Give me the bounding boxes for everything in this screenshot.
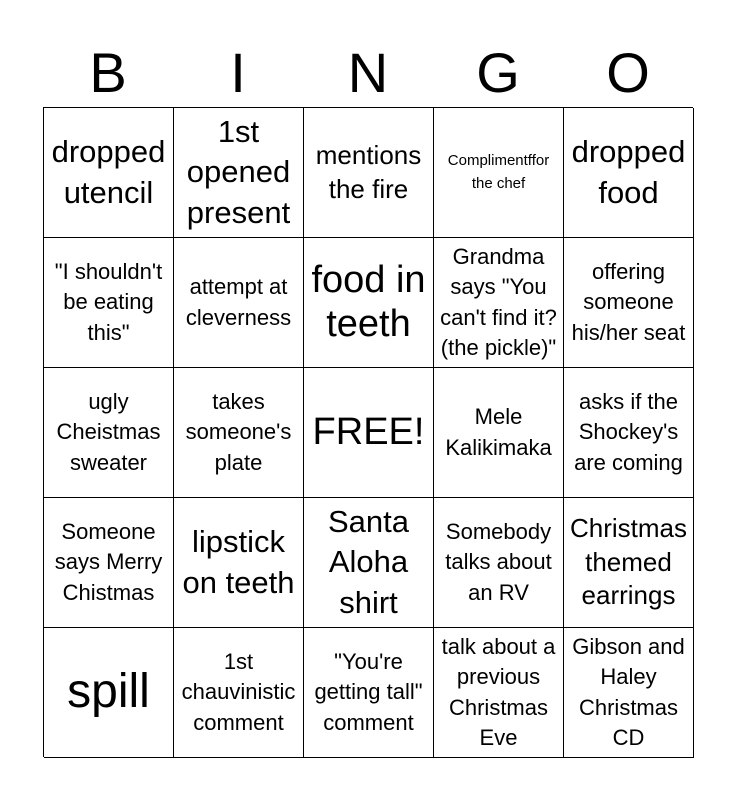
- bingo-cell-o4[interactable]: Christmas themed earrings: [564, 498, 694, 628]
- header-letter-o: O: [606, 41, 650, 104]
- bingo-cell-i2[interactable]: attempt at cleverness: [174, 238, 304, 368]
- bingo-cell-o1[interactable]: dropped food: [564, 108, 694, 238]
- header-letter-n: N: [347, 41, 389, 104]
- bingo-cell-n2[interactable]: food in teeth: [304, 238, 434, 368]
- bingo-cell-b5[interactable]: spill: [44, 628, 174, 758]
- bingo-cell-g2[interactable]: Grandma says "You can't find it? (the pickle)": [434, 238, 564, 368]
- bingo-cell-b1[interactable]: dropped utencil: [44, 108, 174, 238]
- header-letter-g: G: [476, 41, 520, 104]
- bingo-cell-i1[interactable]: 1st opened present: [174, 108, 304, 238]
- bingo-header: [43, 40, 693, 106]
- header-letter-i: I: [230, 41, 246, 104]
- bingo-cell-b2[interactable]: "I shouldn't be eating this": [44, 238, 174, 368]
- bingo-cell-g4[interactable]: Somebody talks about an RV: [434, 498, 564, 628]
- bingo-cell-n5[interactable]: "You're getting tall" comment: [304, 628, 434, 758]
- bingo-cell-b4[interactable]: Someone says Merry Chistmas: [44, 498, 174, 628]
- bingo-cell-g1[interactable]: Complimentffor the chef: [434, 108, 564, 238]
- bingo-cell-o2[interactable]: offering someone his/her seat: [564, 238, 694, 368]
- bingo-cell-i5[interactable]: 1st chauvinistic comment: [174, 628, 304, 758]
- bingo-cell-n4[interactable]: Santa Aloha shirt: [304, 498, 434, 628]
- bingo-cell-i3[interactable]: takes someone's plate: [174, 368, 304, 498]
- free-space-cell[interactable]: FREE!: [304, 368, 434, 498]
- bingo-card-grid: [43, 107, 693, 757]
- header-letter-b: B: [89, 41, 127, 104]
- bingo-cell-o5[interactable]: Gibson and Haley Christmas CD: [564, 628, 694, 758]
- bingo-cell-g3[interactable]: Mele Kalikimaka: [434, 368, 564, 498]
- bingo-cell-b3[interactable]: ugly Cheistmas sweater: [44, 368, 174, 498]
- bingo-cell-i4[interactable]: lipstick on teeth: [174, 498, 304, 628]
- bingo-cell-g5[interactable]: talk about a previous Christmas Eve: [434, 628, 564, 758]
- bingo-cell-n1[interactable]: mentions the fire: [304, 108, 434, 238]
- bingo-cell-o3[interactable]: asks if the Shockey's are coming: [564, 368, 694, 498]
